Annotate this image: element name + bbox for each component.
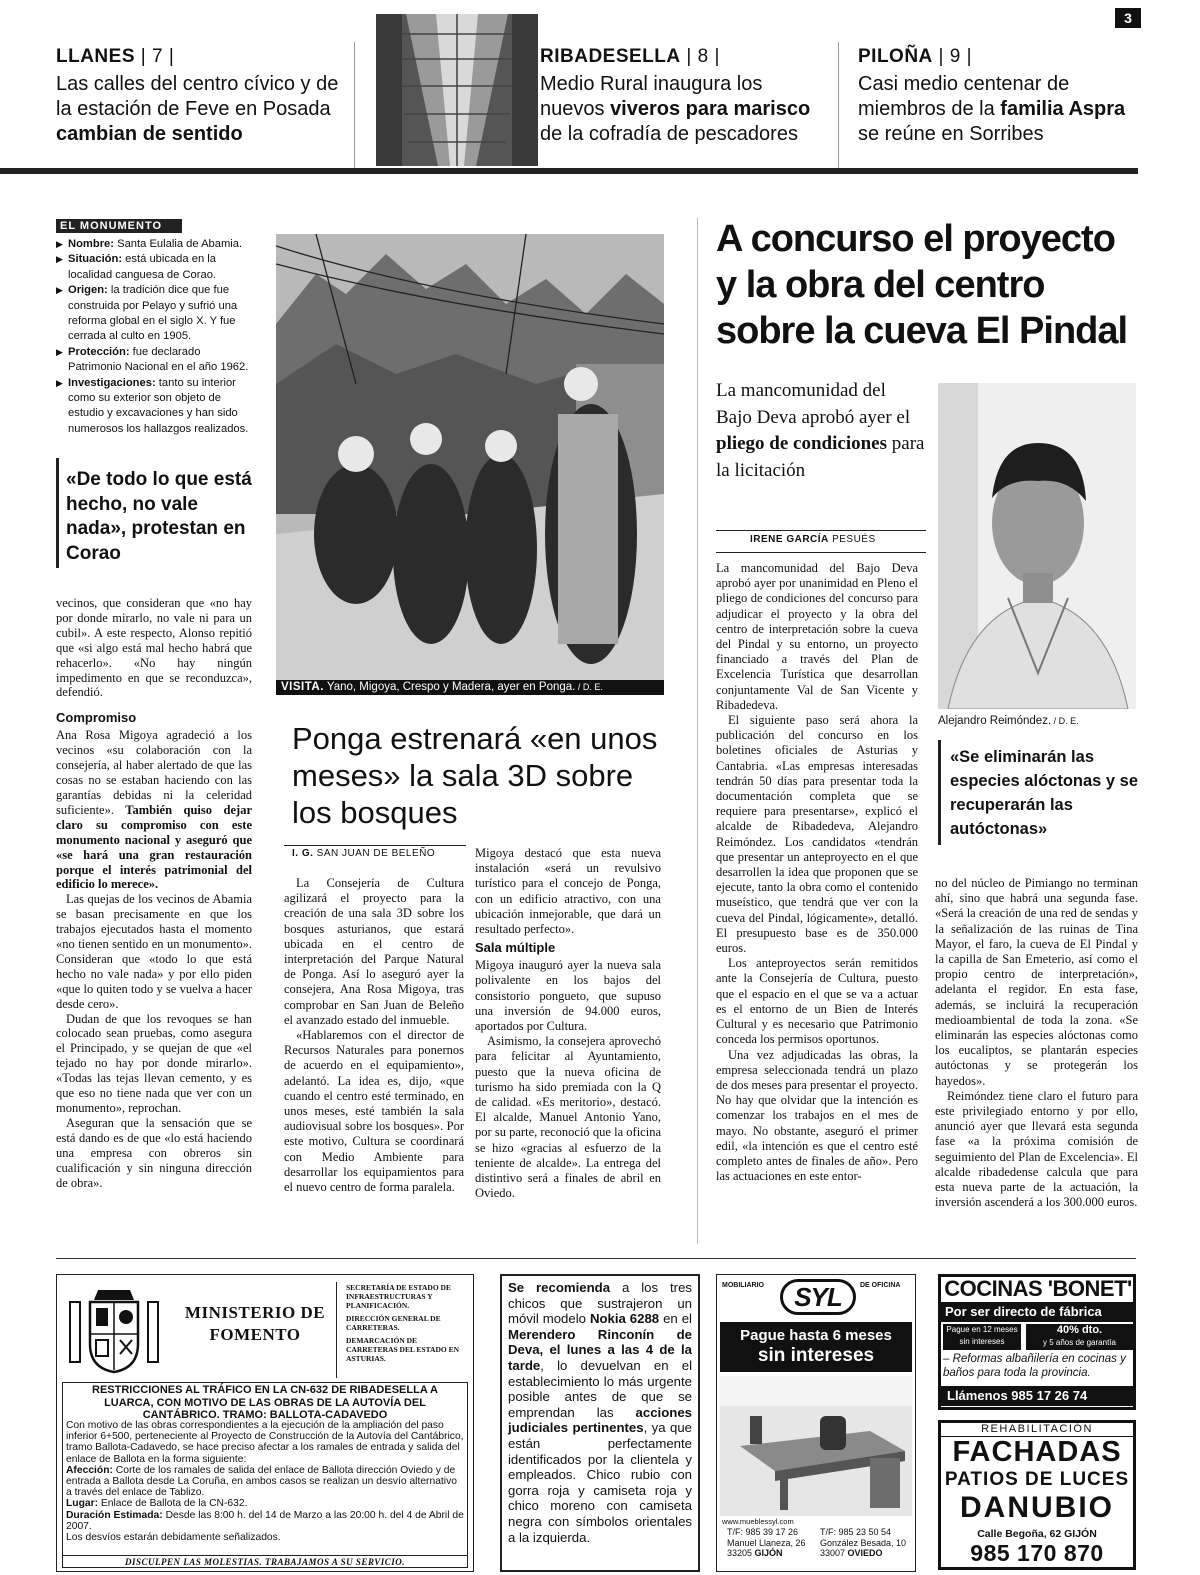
danubio-rehab: REHABILITACIÓN [941, 1423, 1133, 1437]
column-divider [697, 218, 698, 1244]
teaser-text-bold: viveros para marisco [610, 98, 811, 120]
danubio-address: Calle Begoña, 62 GIJÓN [977, 1528, 1097, 1540]
traffic-notice-footer: DISCULPEN LAS MOLESTIAS. TRABAJAMOS A SU SERVICIO. [62, 1555, 468, 1569]
danubio-patios: PATIOS DE LUCES [944, 1469, 1130, 1490]
ad-label: DE OFICINA [860, 1282, 901, 1289]
bonet-title: COCINAS 'BONET' [944, 1276, 1132, 1301]
traffic-notice-headline: RESTRICCIONES AL TRÁFICO EN LA CN-632 DE RIBADESELLA A LUARCA, CON MOTIVO DE LAS OBRAS DE LA AUTOVÍA DEL CANTÁBRICO. TRAMO: BALLOTA-CADAVEDO [92, 1384, 438, 1421]
pull-quote: «Se eliminarán las especies alóctonas y se recuperarán las autóctonas» [950, 748, 1139, 838]
pindal-standfirst: La mancomunidad del Bajo Deva aprobó ayer el pliego de condiciones para la licitación [716, 380, 925, 481]
teaser-place: LLANES [56, 46, 135, 67]
header-divider [838, 42, 839, 168]
paragraph: Asimismo, la consejera aprovechó para felicitar al Ayuntamiento, puesto que la nueva oficina de turismo ha sido premiada con la Q de calidad. «Es meritorio», destacó. El alcalde, Manuel Antonio Yano, por su parte, reconoció que la oficina se hizo «gracias al esfuerzo de la teniente de alcalde». La entrega del distintivo será a finales de abril en Oviedo. [475, 1034, 661, 1201]
teaser-page: 7 [152, 46, 164, 67]
teaser-text-bold: familia Aspra [1000, 98, 1126, 120]
syl-address-oviedo: T/F: 985 23 50 54 González Besada, 10 33007 OVIEDO [820, 1527, 907, 1558]
ad-stolen-phone-notice[interactable]: Se recomienda a los tres chicos que sustrajeron un móvil modelo Nokia 6288 en el Merendero Rinconín de Deva, el lunes a las 4 de la tarde, lo devuelvan en el establecimiento lo más urgente posible antes de que se emprendan las acciones judiciales pertinentes, ya que están perfectamente identificados por la clientela y empleados. Chico rubio con gorra roja y camiseta roja y chico moreno con camiseta negra con símbolos orientales a la izquierda. [500, 1274, 700, 1572]
teaser-pilona[interactable]: PILOÑA | 9 | Casi medio centenar de miembros de la familia Aspra se reúne en Sorribes [858, 46, 1126, 145]
paragraph: El siguiente paso será ahora la publicación del concurso en los boletines oficiales de Asturias y Cantabria. «Las empresas interesadas tendrán 50 días para presentar toda la documentación completa que se requiere para presentarse», explicó el alcalde de Ribadedeva, Alejandro Reimóndez. Los candidatos «tendrán que presentar un anteproyecto en el que desarrollen la idea que proponen que se ejecute, tanto la obra como el contenido museístico, que tendrá que ver con la cueva del Pindal, lógicamente», detalló. El presupuesto base es de 350.000 euros. [716, 713, 918, 956]
teaser-page: 8 [697, 46, 709, 67]
syl-offer-banner: Pague hasta 6 meses sin intereses [720, 1322, 912, 1372]
paragraph: Migoya destacó que esta nueva instalación «será un revulsivo turístico para el concejo de Ponga, con un edificio atractivo, con una ubicación inmejorable, que dará un resultado perfecto». [475, 846, 661, 937]
danubio-name: DANUBIO [960, 1491, 1114, 1524]
syl-logo: SYL [780, 1279, 856, 1315]
teaser-ribadesella[interactable]: RIBADESELLA | 8 | Medio Rural inaugura los nuevos viveros para marisco de la cofradía de pescadores [540, 46, 811, 145]
teaser-text: Casi medio centenar de miembros de la [858, 73, 1070, 120]
ponga-visit-photo [276, 234, 664, 694]
pindal-article-col2 [935, 876, 1138, 1210]
ministry-departments [346, 1283, 470, 1367]
teaser-text: de la cofradía de pescadores [540, 123, 798, 145]
danubio-phone: 985 170 870 [970, 1540, 1104, 1566]
paragraph: Aseguran que la sensación que se está dando es de que «lo está haciendo una empresa con obreros sin cualificación y sin ninguna dirección de obra». [56, 1115, 252, 1190]
monument-tag: EL MONUMENTO [56, 219, 182, 233]
office-furniture-photo [720, 1376, 912, 1516]
coat-of-arms-icon [66, 1284, 162, 1376]
photo-caption: VISITA. Yano, Migoya, Crespo y Madera, ayer en Ponga. / D. E. [276, 680, 664, 695]
teaser-llanes[interactable]: LLANES | 7 | Las calles del centro cívico y de la estación de Feve en Posada cambian de sentido [56, 46, 339, 145]
monument-fact: ▶ Nombre: Santa Eulalia de Abamia. [56, 237, 250, 252]
paragraph: «Hablaremos con el director de Recursos Naturales para ponernos de acuerdo en el equipamiento», adelantó. La idea es, dijo, «que cuando el centro esté terminado, en unos meses, esté también la sala audiovisual sobre los bosques». Por este motivo, Cultura se coordinará con Medio Ambiente para desarrollar los equipamientos para el nuevo centro de forma paralela. [284, 1028, 464, 1195]
monument-fact: ▶ Investigaciones: tanto su interior como su exterior son objeto de estudio y excavaciones y han sido numerosos los hallazgos realizados. [56, 376, 250, 438]
teaser-text: se reúne en Sorribes [858, 123, 1044, 145]
bonet-discount: 40% dto. y 5 años de garantía [1026, 1324, 1133, 1350]
paragraph: Dudan de que los revoques se han colocado sean pruebas, como asegura el Principado, y se quejan de que «el tejado no hay por donde mirarlo». «Todas las tejas llevan cemento, y es que eso no tiene nada que ver con un monumento», reprochan. [56, 1011, 252, 1115]
divider [336, 1282, 337, 1378]
quote-bar [938, 740, 941, 845]
paragraph: Ana Rosa Migoya agradeció a los vecinos «su colaboración con la consejería, al haber alertado de que las cosas no se estaban haciendo con las garantías debidas ni la celeridad suficiente». También quiso dejar claro su compromiso con este monumento nacional y aseguró que «se hará una gran restauración porque el interés patrimonial del edificio lo merece». [56, 728, 252, 892]
ad-label: MOBILIARIO [722, 1282, 764, 1289]
paragraph: Migoya inauguró ayer la nueva sala polivalente en los bajos del consistorio ponguetо, que supuso una inversión de 94.000 euros, aportados por Cultura. [475, 958, 661, 1034]
paragraph: La mancomunidad del Bajo Deva aprobó ayer por unanimidad en Pleno el pliego de condiciones del concurso para adjudicar el proyecto y la obra del centro de interpretación sobre la cueva del Pindal y su entorno, un proyecto financiado a través del Plan de Excelencia Turística que desarrollan conjuntamente Val de San Vicente y Ribadedeva. [716, 561, 918, 712]
paragraph: no del núcleo de Pimiango no terminan ahí, sino que habrá una segunda fase. «Será la creación de una red de sendas y la señalización de las ruinas de Tina Mayor, el faro, la cueva de El Pindal y la capilla de San Emeterio, así como el propio centro de interpretación», adelanta el regidor. En esta fase, además, se incluirá la recuperación medioambiental de toda la zona. «Se eliminarán las especies alóctonas como los eucaliptos, se plantarán especies autóctonas y se protegerán los hayedos». [935, 876, 1138, 1088]
header-rule [0, 168, 1138, 174]
syl-address-gijon: T/F: 985 39 17 26 Manuel Llaneza, 26 33205 GIJÓN [727, 1527, 806, 1558]
corao-article-body [56, 596, 252, 1190]
monument-fact: ▶ Situación: está ubicada en la localidad canguesa de Corao. [56, 252, 250, 283]
byline-rule [716, 530, 926, 531]
ponga-article-col1 [284, 876, 464, 1195]
paragraph: Una vez adjudicadas las obras, la empresa seleccionada tendrá un plazo de dos meses para presentar el proyecto. No hay que olvidar que la intención es comenzar los trabajos en el mes de mayo. No obstante, aseguró el primer edil, «la intención es que el centro esté completo antes de finales de año». Pero las actuaciones en este entor- [716, 1047, 918, 1184]
byline: I. G. SAN JUAN DE BELEÑO [292, 848, 436, 859]
byline-rule [284, 845, 466, 846]
subhead: Sala múltiple [475, 940, 556, 956]
traffic-notice-body: Con motivo de las obras correspondientes a la ejecución de la ampliación del paso inferior 6+500, perteneciente al Proyecto de Construcción de la Autovía del Cantábrico, tramo Ballota-Cadavedo, se hace preciso afectar a los ramales de entrada y salida del enlace de Ballota en la forma siguiente: Afección: Corte de los ramales de salida del enlace de Ballota dirección Oviedo y de entrada a Ballota desde La Coruña, en ambos casos se realizan un desvío alternativo a través del enlace de Tablizo. Lugar: Enlace de Ballota de la CN-632. Duración Estimada: Desde las 8:00 h. del 14 de Marzo a las 20:00 h. del 4 de Abril de 2007. Los desvíos estarán debidamente señalizados. [66, 1420, 464, 1544]
pindal-headline: A concurso el proyecto y la obra del centro sobre la cueva El Pindal [716, 218, 1128, 352]
bonet-tagline: Por ser directo de fábrica [941, 1302, 1133, 1322]
byline-rule [716, 552, 926, 553]
teaser-text-bold: cambian de sentido [56, 123, 243, 145]
paragraph: La Consejería de Cultura agilizará el proyecto para la creación de una sala 3D sobre los bosques asturianos, que estará ubicada en el centro de interpretación del Parque Natural de Ponga. Así lo aseguró ayer la consejera, Ana Rosa Migoya, tras comprobar en San Juan de Beleño el avanzado estado del inmueble. [284, 876, 464, 1027]
header-photo [376, 14, 538, 166]
paragraph: Reimóndez tiene claro el futuro para este privilegiado entorno y por ello, anunció ayer que llevará esta segunda fase «a la próxima comisión de seguimiento del Plan de Excelencia». El alcalde ribadedense calcula que para esta nueva parte de la actuación, la inversión ascenderá a los 300.000 euros. [935, 1088, 1138, 1210]
department: SECRETARÍA DE ESTADO DE INFRAESTRUCTURAS Y PLANIFICACIÓN. [346, 1283, 451, 1310]
reimondez-photo [938, 383, 1136, 709]
syl-website[interactable]: www.mueblessyl.com [722, 1517, 794, 1526]
pindal-article-col1 [716, 561, 918, 1184]
subhead: Compromiso [56, 710, 137, 726]
header-divider [354, 42, 355, 168]
ponga-article-col2 [475, 846, 661, 1201]
pull-quote: «De todo lo que está hecho, no vale nada», protestan en Corao [66, 469, 252, 564]
bonet-payment: Pague en 12 meses sin intereses [943, 1324, 1021, 1350]
teaser-place: RIBADESELLA [540, 46, 681, 67]
photo-caption: Alejandro Reimóndez. / D. E. [938, 715, 1079, 727]
monument-fact: ▶ Origen: la tradición dice que fue construida por Pelayo y sufrió una reforma global en el siglo X. Y fue cerrada al culto en 1905. [56, 283, 250, 345]
paragraph: vecinos, que consideran que «no hay por donde mirarlo, no vale ni para un cubil». A este respecto, Alonso repitió que «si algo está mal hecho habrá que rehacerlo». «No hay ningún impedimento en que se reconduzca», defendió. [56, 596, 252, 700]
teaser-place: PILOÑA [858, 46, 933, 67]
paragraph: Los anteproyectos serán remitidos ante la Consejería de Cultura, puesto que el espacio en el que se va a actuar es el entorno de un Bien de Interés Cultural y es necesario que Patrimonio conceda los permisos oportunos. [716, 956, 918, 1047]
department: DIRECCIÓN GENERAL DE CARRETERAS. [346, 1314, 441, 1332]
byline: IRENE GARCÍA PESUÉS [750, 534, 876, 545]
teaser-text: Medio Rural inaugura los nuevos [540, 73, 763, 120]
teaser-text: Las calles del centro cívico y de la estación de Feve en Posada [56, 73, 339, 120]
bonet-services: – Reformas albañilería en cocinas y baños para toda la provincia. [943, 1353, 1126, 1379]
department: DEMARCACIÓN DE CARRETERAS DEL ESTADO EN ASTURIAS. [346, 1336, 460, 1363]
paragraph: Las quejas de los vecinos de Abamia se basan precisamente en que los trabajos ejecutados hasta el momento «no tienen sentido en un monumento». Consideran que «todo lo que está hecho no vale nada» y por ello piden «que lo quiten todo y se vuelva a hacer desde cero». [56, 892, 252, 1011]
ads-rule [56, 1258, 1136, 1259]
ponga-headline: Ponga estrenará «en unos meses» la sala 3D sobre los bosques [292, 721, 658, 830]
monument-fact: ▶ Protección: fue declarado Patrimonio Nacional en el año 1962. [56, 345, 250, 376]
danubio-fachadas: FACHADAS [952, 1436, 1122, 1468]
ministry-name: MINISTERIO DE FOMENTO [184, 1303, 326, 1344]
monument-facts [56, 237, 250, 437]
bonet-phone: Llámenos 985 17 26 74 [941, 1386, 1133, 1406]
teaser-page: 9 [949, 46, 961, 67]
quote-bar [56, 458, 59, 568]
page-number: 3 [1115, 8, 1141, 28]
